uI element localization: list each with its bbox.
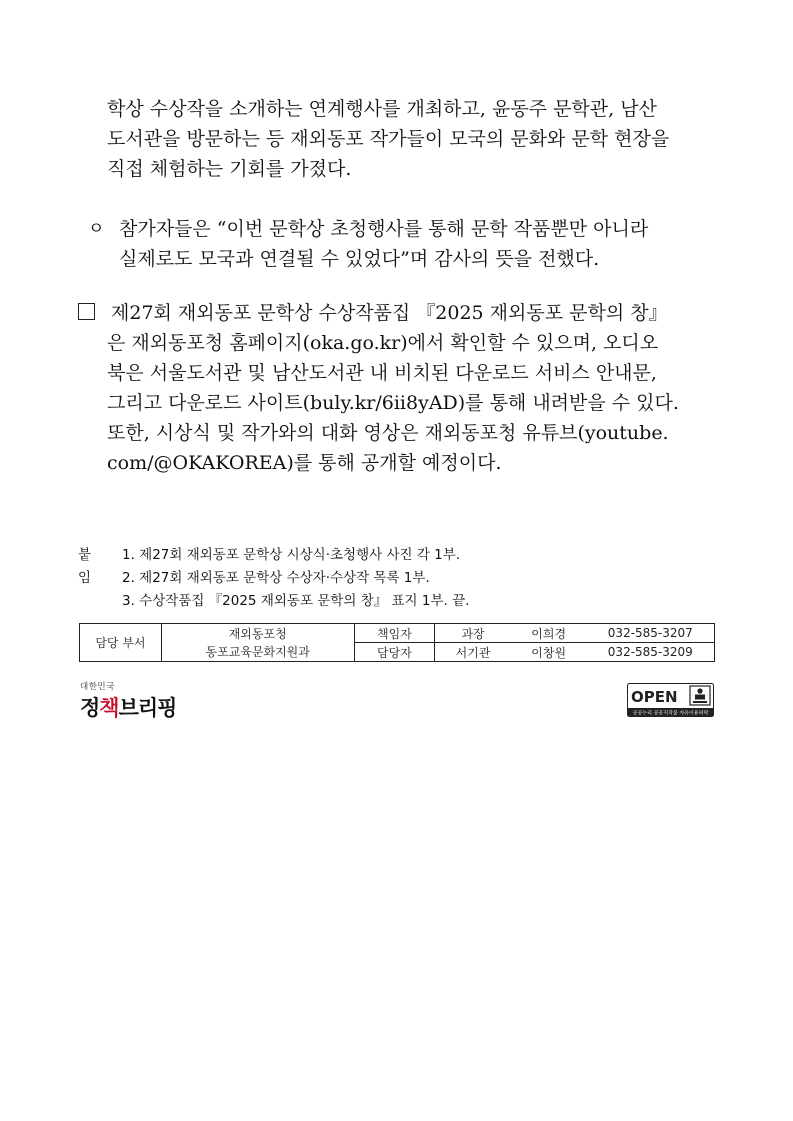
text-line: 북은 서울도서관 및 남산도서관 내 비치된 다운로드 서비스 안내문, — [107, 362, 657, 384]
dept-name-cell: 재외동포청 — [161, 624, 354, 643]
open-text: OPEN — [631, 688, 678, 706]
text-line: 또한, 시상식 및 작가와의 대화 영상은 재외동포청 유튜브(youtube. — [107, 422, 669, 444]
bullet-circle-marker: ㅇ — [88, 219, 105, 239]
attachments-list — [122, 544, 469, 613]
text-line: 학상 수상작을 소개하는 연계행사를 개최하고, 윤동주 문학관, 남산 — [107, 98, 657, 120]
text-line: 도서관을 방문하는 등 재외동포 작가들이 모국의 문화와 문학 현장을 — [107, 128, 670, 150]
text-line: 직접 체험하는 기회를 가졌다. — [107, 158, 352, 180]
logo-char: 브리핑 — [118, 696, 177, 720]
open-license-logo — [627, 683, 714, 717]
attachments-label: 붙임 — [78, 547, 92, 586]
body-paragraph-2 — [119, 214, 719, 274]
table-row — [80, 643, 715, 662]
logo-small-text: 대한민국 — [80, 682, 115, 692]
open-license-icon — [627, 683, 714, 717]
text-line: 은 재외동포청 홈페이지(oka.go.kr)에서 확인할 수 있으며, 오디오 — [107, 332, 659, 354]
name-cell: 이창원 — [511, 643, 587, 662]
contact-table — [79, 623, 715, 662]
dept-label-cell: 담당 부서 — [80, 624, 162, 662]
name-cell: 이희경 — [511, 624, 587, 643]
phone-cell: 032-585-3209 — [587, 643, 715, 662]
phone-cell: 032-585-3207 — [587, 624, 715, 643]
text-line: 참가자들은 “이번 문학상 초청행사를 통해 문학 작품뿐만 아니라 — [119, 218, 649, 240]
body-paragraph-3 — [107, 298, 719, 478]
policy-briefing-logo — [80, 680, 176, 722]
open-subtext: 공공누리 공공저작물 자유이용허락 — [632, 710, 709, 717]
text-line: 제27회 재외동포 문학상 수상작품집 『2025 재외동포 문학의 창』 — [111, 302, 668, 324]
text-line: 그리고 다운로드 사이트(buly.kr/6ii8yAD)를 통해 내려받을 수 있다. — [107, 392, 679, 414]
role-cell: 담당자 — [354, 643, 435, 662]
logo-char: 정 — [80, 696, 100, 720]
logo-char-accent: 책 — [99, 696, 119, 720]
title-cell: 과장 — [435, 624, 511, 643]
attachment-item: 3. 수상작품집 『2025 재외동포 문학의 창』 표지 1부. 끝. — [122, 593, 470, 609]
table-row — [80, 624, 715, 643]
text-line: 실제로도 모국과 연결될 수 있었다”며 감사의 뜻을 전했다. — [119, 248, 600, 270]
attachment-item: 1. 제27회 재외동포 문학상 시상식·초청행사 사진 각 1부. — [122, 547, 461, 563]
role-cell: 책임자 — [354, 624, 435, 643]
logo-main-text — [80, 692, 176, 722]
dept-team-cell: 동포교육문화지원과 — [161, 643, 354, 662]
bullet-square-icon — [78, 303, 95, 320]
body-paragraph-1 — [107, 94, 727, 184]
text-line: com/@OKAKOREA)를 통해 공개할 예정이다. — [107, 452, 502, 474]
attachment-item: 2. 제27회 재외동포 문학상 수상자·수상작 목록 1부. — [122, 570, 430, 586]
title-cell: 서기관 — [435, 643, 511, 662]
